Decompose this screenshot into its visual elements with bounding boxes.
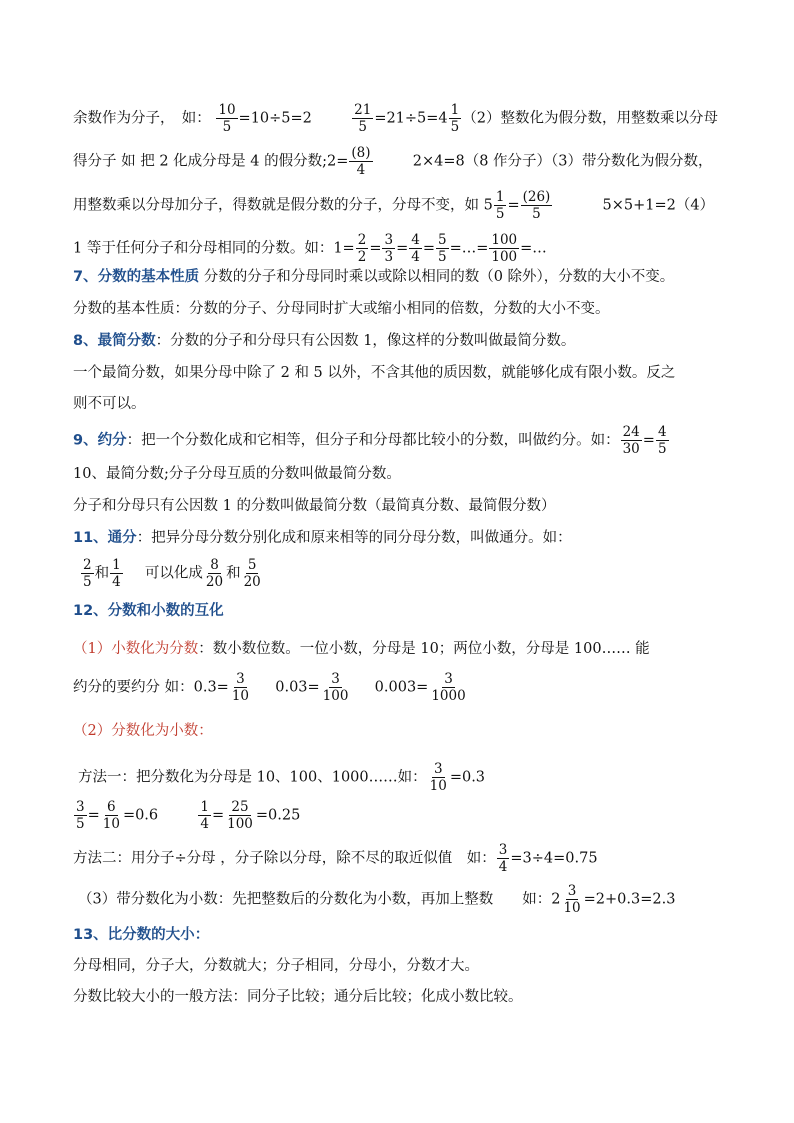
text: ：分数的分子和分母只有公因数 1，像这样的分数叫做最简分数。	[155, 333, 576, 349]
denominator: 10	[563, 900, 581, 917]
text: 分数比较大小的一般方法：同分子比较；通分后比较；化成小数比较。	[73, 989, 523, 1005]
numerator: 4	[411, 232, 420, 248]
section-heading: 11、通分	[73, 530, 137, 546]
section-8-note-cont	[73, 397, 146, 412]
section-13-method	[73, 990, 523, 1005]
fraction	[656, 425, 669, 456]
numerator: 1	[112, 557, 121, 573]
fraction	[436, 233, 449, 264]
numerator: 3	[498, 842, 508, 858]
denominator: 5	[657, 441, 667, 458]
text: ：把一个分数化成和它相等，但分子和分母都比较小的分数，叫做约分。如：	[126, 432, 620, 449]
text: 和	[94, 565, 110, 582]
text: 和	[226, 565, 241, 582]
numerator: 3	[433, 761, 443, 777]
numerator: 5	[437, 232, 447, 248]
fraction	[489, 233, 519, 264]
text: 0.003=	[374, 679, 429, 696]
text: =	[642, 432, 655, 449]
line-remainder-numerator	[73, 103, 718, 134]
text: 方法二：用分子÷分母 ，分子除以分母，除不尽的取近似值 如：	[73, 850, 496, 867]
fraction	[349, 146, 372, 177]
section-10	[73, 467, 401, 482]
text: =	[211, 807, 225, 824]
text: =10÷5=2	[238, 110, 312, 127]
fraction	[225, 800, 255, 831]
fraction	[204, 558, 225, 589]
fraction	[198, 800, 211, 831]
text: =	[87, 807, 100, 824]
denominator: 10	[429, 778, 447, 795]
denominator: 4	[112, 574, 121, 591]
text: 用整数乘以分母加分子，得数就是假分数的分子，分母不变，如 5	[73, 197, 493, 214]
method-3	[78, 884, 675, 915]
text: ：	[194, 927, 210, 943]
text: 方法一：把分数化为分母是 10、100、1000……如：	[78, 769, 427, 786]
fraction	[101, 800, 122, 831]
fraction	[497, 843, 510, 874]
denominator: 100	[227, 816, 253, 833]
text: 可以化成	[144, 565, 203, 582]
numerator: 8	[210, 557, 219, 573]
numerator: (8)	[351, 145, 371, 161]
denominator: 20	[243, 574, 261, 591]
section-12-fraction-to-decimal	[73, 724, 213, 739]
text: =	[422, 240, 435, 257]
section-heading: 7、分数的基本性质	[73, 269, 200, 285]
denominator: 30	[622, 441, 640, 458]
denominator: 20	[205, 574, 224, 591]
text: 则不可以。	[73, 396, 146, 412]
text: 10、最简分数;分子分母互质的分数叫做最简分数。	[73, 466, 401, 482]
text: 一个最简分数，如果分母中除了 2 和 5 以外，不含其他的质因数，就能够化成有限小数。反之	[73, 365, 676, 381]
fraction	[321, 672, 351, 703]
denominator: 4	[411, 249, 420, 266]
section-heading: 9、约分	[73, 432, 127, 449]
numerator: (26)	[522, 189, 551, 205]
text: 分数的基本性质：分数的分子、分母同时扩大或缩小相同的倍数，分数的大小不变。	[73, 301, 610, 317]
text: 余数作为分子， 如：	[73, 110, 211, 127]
fraction	[110, 558, 123, 589]
denominator: 10	[231, 688, 250, 705]
denominator: 5	[76, 816, 85, 833]
section-8-heading	[73, 334, 575, 349]
text: =3÷4=0.75	[510, 850, 598, 867]
denominator: 5	[358, 119, 368, 136]
text: =0.3	[449, 769, 486, 786]
numerator: 3	[567, 883, 577, 899]
section-8-note	[73, 366, 675, 381]
line-integer-to-improper	[73, 146, 713, 177]
text: （2）整数化为假分数，用整数乘以分母	[462, 110, 718, 127]
denominator: 100	[322, 688, 349, 705]
text: 分子和分母只有公因数 1 的分数叫做最简分数（最简真分数、最简假分数）	[73, 498, 556, 514]
numerator: 2	[357, 232, 367, 248]
denominator: 100	[491, 249, 518, 266]
denominator: 10	[102, 816, 120, 833]
section-7-note	[73, 302, 610, 317]
numerator: 3	[444, 671, 453, 687]
fraction	[561, 884, 582, 915]
line-one-equals	[73, 233, 547, 264]
denominator: 4	[498, 859, 508, 876]
fraction	[621, 425, 642, 456]
section-heading: 13、比分数的大小	[73, 927, 195, 943]
fraction	[242, 558, 263, 589]
text: =…=	[449, 240, 489, 257]
fraction	[521, 190, 553, 221]
section-11-heading	[73, 531, 572, 546]
fraction	[449, 103, 462, 134]
text: 1 等于任何分子和分母相同的分数。如：1=	[73, 240, 355, 257]
fraction	[352, 103, 373, 134]
denominator: 5	[222, 119, 232, 136]
text: ：把异分母分数分别化成和原来相等的同分母分数，叫做通分。如：	[136, 530, 572, 546]
denominator: 5	[532, 206, 541, 223]
numerator: 10	[218, 102, 236, 118]
text: =2+0.3=2.3	[583, 891, 676, 908]
text: ：数小数位数。一位小数，分母是 10；两位小数，分母是 100…… 能	[198, 641, 650, 657]
denominator: 4	[356, 162, 366, 179]
fraction	[409, 233, 422, 264]
section-10-note	[73, 499, 555, 514]
fraction	[428, 762, 449, 793]
numerator: 3	[76, 799, 85, 815]
numerator: 5	[247, 557, 257, 573]
text: =	[396, 240, 409, 257]
text: （3）带分数化为小数：先把整数后的分数化为小数，再加上整数 如：2	[78, 891, 561, 908]
section-7-heading	[73, 270, 674, 285]
section-13-rule	[73, 959, 479, 974]
text: 约分的要约分 如：0.3=	[73, 679, 229, 696]
fraction	[382, 233, 395, 264]
section-12-examples	[73, 672, 469, 703]
numerator: 6	[107, 799, 116, 815]
denominator: 5	[450, 119, 460, 136]
section-heading: 12、分数和小数的互化	[73, 603, 224, 619]
section-heading: 8、最简分数	[73, 333, 156, 349]
section-11-example	[80, 558, 264, 589]
text: 2×4=8（8 作分子）（3）带分数化为假分数，	[412, 153, 713, 170]
fraction	[230, 672, 251, 703]
fraction	[429, 672, 467, 703]
fraction	[216, 103, 237, 134]
line-mixed-to-improper	[73, 190, 714, 221]
text: =…	[520, 240, 547, 257]
section-12-heading	[73, 604, 224, 619]
numerator: 24	[622, 424, 640, 440]
denominator: 5	[437, 249, 447, 266]
denominator: 5	[83, 574, 92, 591]
denominator: 1000	[431, 688, 466, 705]
text: 分母相同，分子大，分数就大；分子相同，分母小，分数才大。	[73, 958, 479, 974]
denominator: 3	[384, 249, 394, 266]
text: =	[369, 240, 382, 257]
numerator: 1	[200, 799, 209, 815]
text: ：	[198, 723, 213, 739]
denominator: 5	[495, 206, 505, 223]
numerator: 3	[384, 232, 394, 248]
fraction	[356, 233, 369, 264]
text: 分数的分子和分母同时乘以或除以相同的数（0 除外），分数的大小不变。	[199, 269, 675, 285]
fraction	[74, 800, 87, 831]
section-9-heading	[73, 425, 670, 456]
text: =21÷5=4	[374, 110, 448, 127]
denominator: 2	[357, 249, 367, 266]
numerator: 1	[495, 189, 505, 205]
text: =	[507, 197, 520, 214]
fraction	[81, 558, 94, 589]
section-12-decimal-to-fraction	[73, 642, 650, 657]
text: 5×5+1=2（4）	[602, 197, 715, 214]
subheading: （2）分数化为小数	[73, 723, 199, 739]
method-2	[73, 843, 598, 874]
fraction	[494, 190, 507, 221]
text: =0.6	[122, 807, 159, 824]
text: =0.25	[255, 807, 301, 824]
text: 得分子 如 把 2 化成分母是 4 的假分数;2=	[73, 153, 349, 170]
text: 0.03=	[275, 679, 320, 696]
method-1-examples	[73, 800, 300, 831]
numerator: 4	[657, 424, 667, 440]
numerator: 25	[231, 799, 249, 815]
subheading: （1）小数化为分数	[73, 641, 199, 657]
numerator: 21	[354, 102, 372, 118]
method-1	[78, 762, 485, 793]
denominator: 4	[200, 816, 209, 833]
numerator: 3	[236, 671, 245, 687]
numerator: 2	[83, 557, 92, 573]
numerator: 3	[331, 671, 340, 687]
numerator: 100	[491, 232, 518, 248]
numerator: 1	[450, 102, 460, 118]
section-13-heading	[73, 928, 209, 943]
